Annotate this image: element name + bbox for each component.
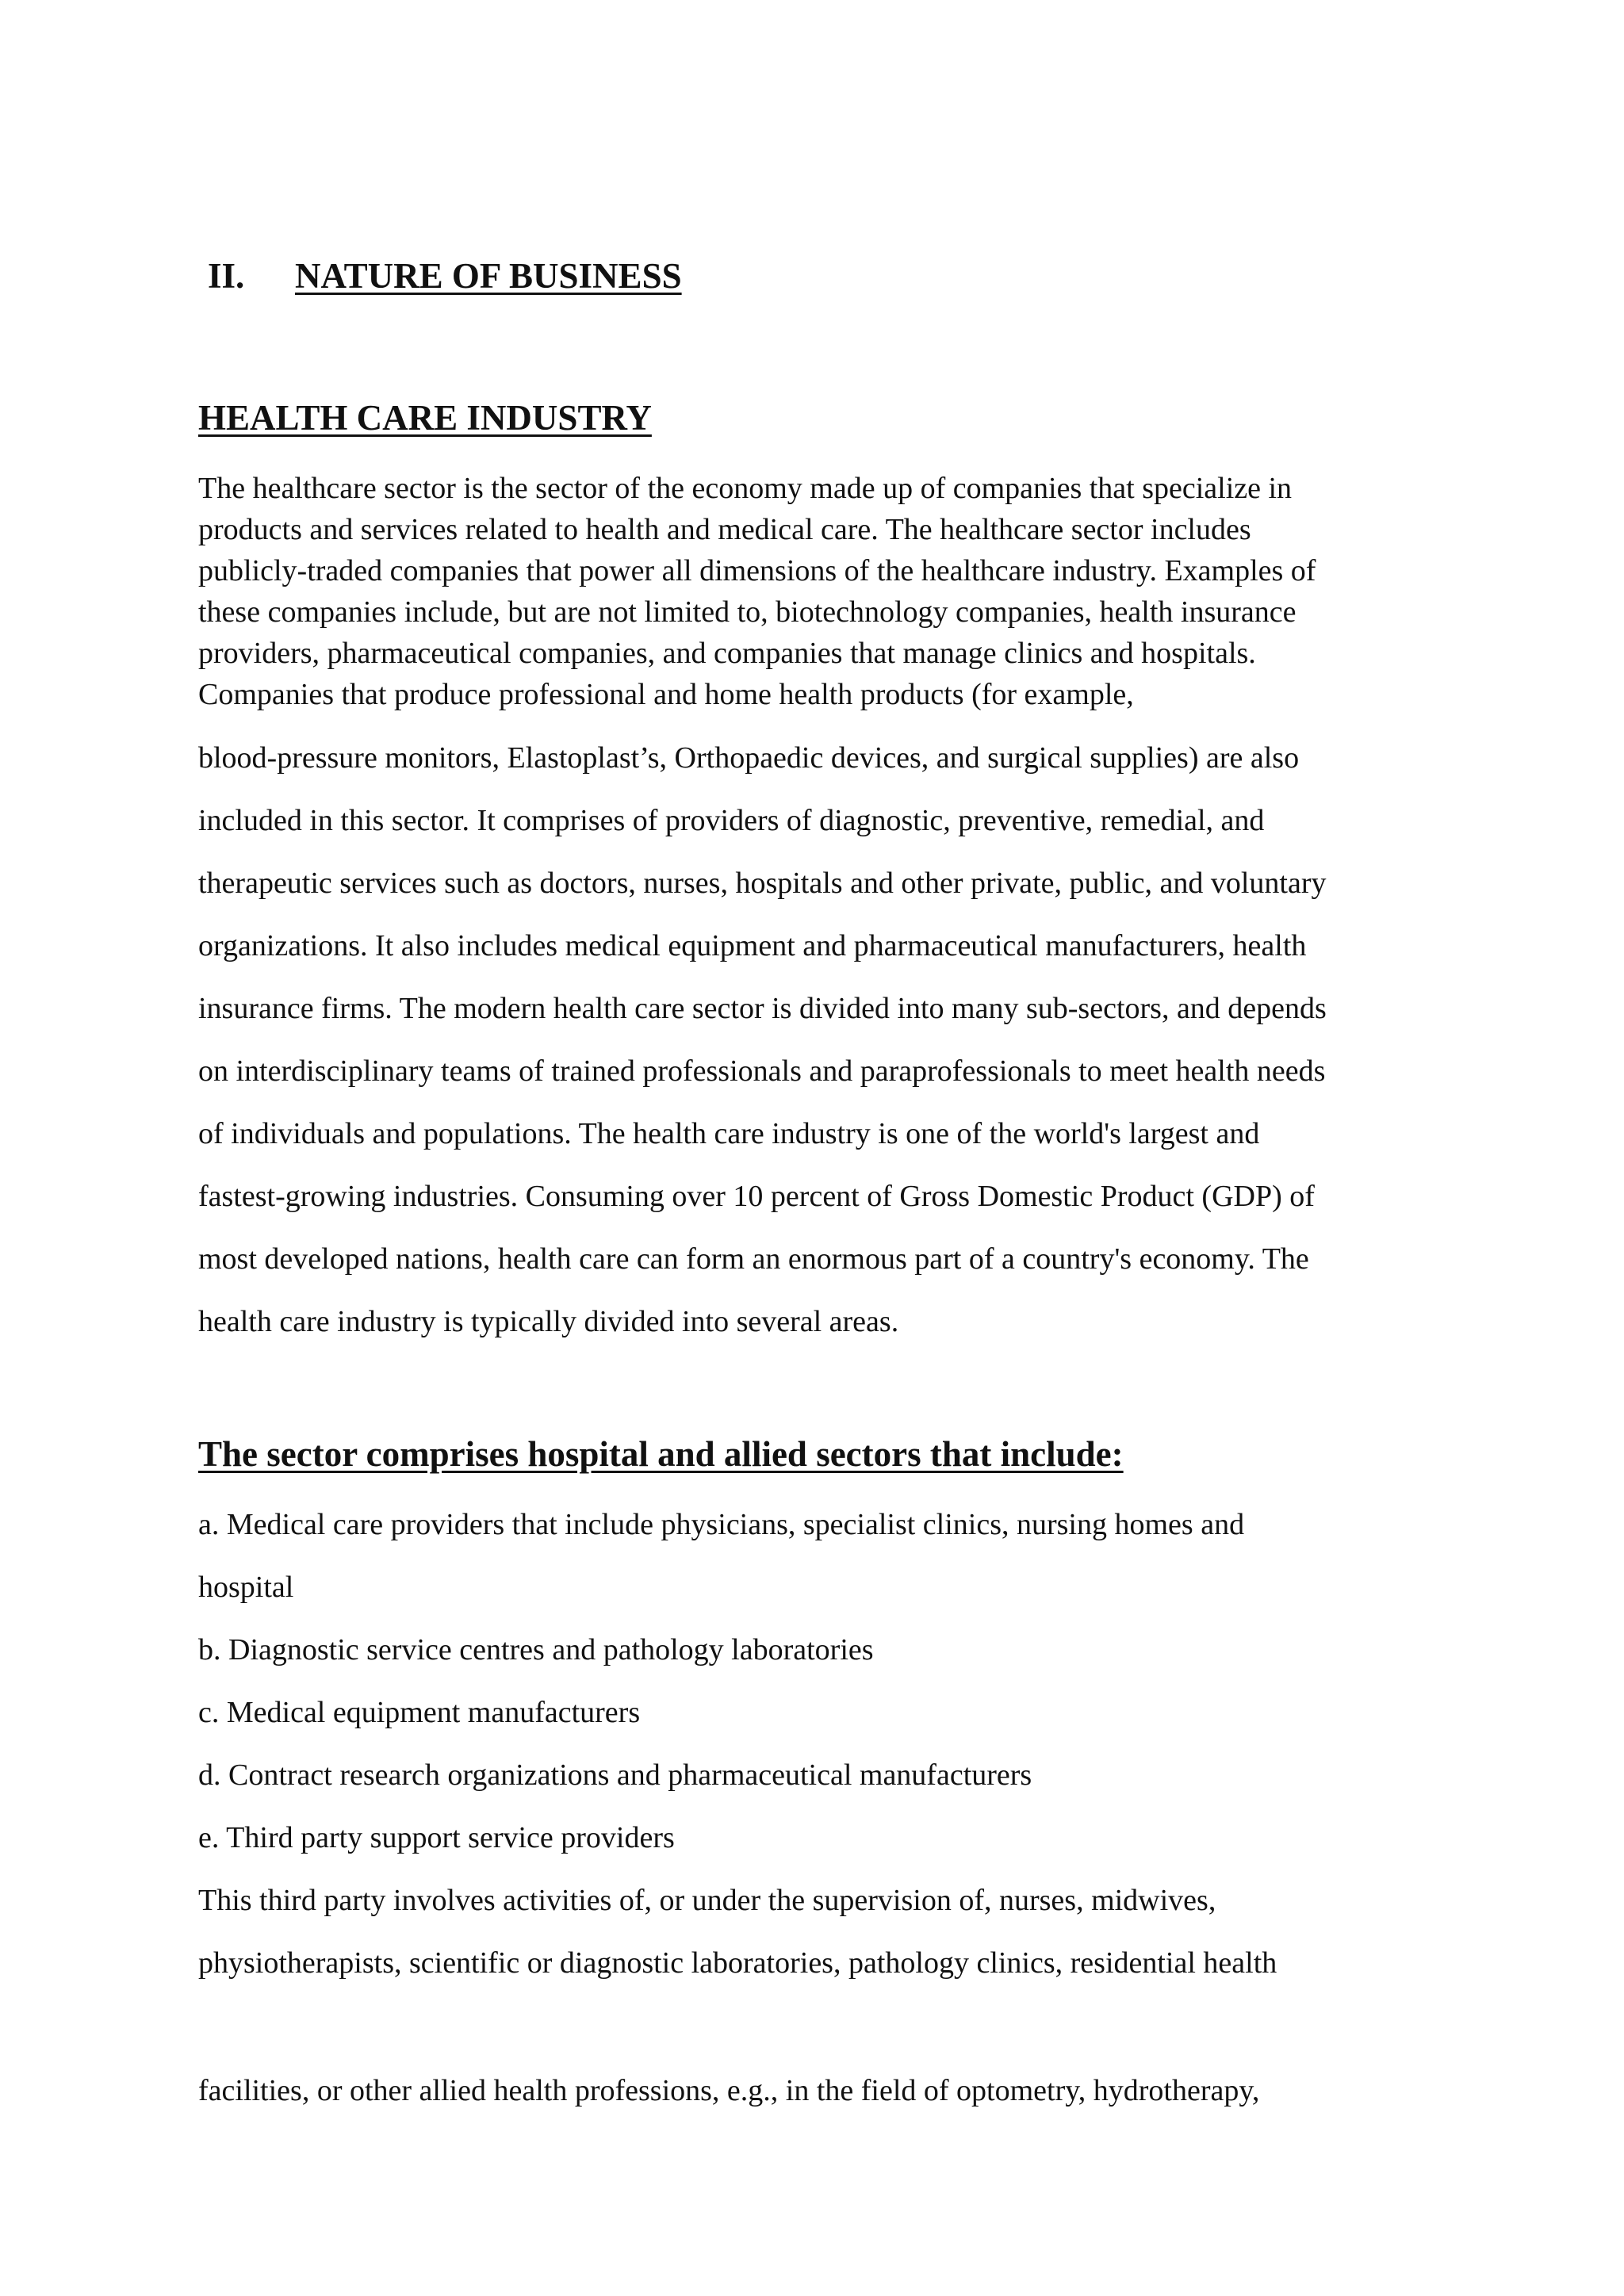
industry-paragraph-line: Companies that produce professional and home health products (for example,: [198, 678, 1134, 711]
industry-paragraph-line: products and services related to health and medical care. The healthcare sector includes: [198, 513, 1251, 546]
sector-paragraph-line: This third party involves activities of, or under the supervision of, nurses, midwives,: [198, 1884, 1216, 1917]
sector-paragraph-line: physiotherapists, scientific or diagnostic laboratories, pathology clinics, residential health: [198, 1946, 1277, 1980]
industry-paragraph-line: publicly-traded companies that power all dimensions of the healthcare industry. Examples of: [198, 554, 1316, 587]
industry-paragraph-line: included in this sector. It comprises of providers of diagnostic, preventive, remedial, and: [198, 804, 1265, 837]
section-title: NATURE OF BUSINESS: [295, 256, 682, 296]
industry-paragraph-line: providers, pharmaceutical companies, and companies that manage clinics and hospitals.: [198, 637, 1256, 670]
section-heading: [208, 258, 682, 294]
industry-paragraph-line: organizations. It also includes medical equipment and pharmaceutical manufacturers, health: [198, 929, 1307, 962]
sectors-heading: The sector comprises hospital and allied sectors that include:: [198, 1434, 1124, 1474]
industry-paragraph-line: these companies include, but are not limited to, biotechnology companies, health insurance: [198, 595, 1297, 629]
sector-list-item: d. Contract research organizations and pharmaceutical manufacturers: [198, 1758, 1032, 1792]
industry-heading: HEALTH CARE INDUSTRY: [198, 398, 652, 438]
industry-paragraph-line: on interdisciplinary teams of trained professionals and paraprofessionals to meet health needs: [198, 1054, 1326, 1088]
sector-list-item: b. Diagnostic service centres and pathology laboratories: [198, 1633, 874, 1667]
industry-paragraph-line: therapeutic services such as doctors, nurses, hospitals and other private, public, and voluntary: [198, 867, 1327, 900]
sector-list-item: e. Third party support service providers: [198, 1821, 675, 1854]
industry-paragraph-line: insurance firms. The modern health care sector is divided into many sub-sectors, and depends: [198, 992, 1327, 1025]
section-number: II.: [208, 256, 245, 296]
industry-paragraph-line: health care industry is typically divided into several areas.: [198, 1305, 899, 1338]
sector-list-item: c. Medical equipment manufacturers: [198, 1696, 641, 1729]
sector-paragraph-line: facilities, or other allied health professions, e.g., in the field of optometry, hydrotherapy,: [198, 2074, 1260, 2107]
industry-paragraph-line: of individuals and populations. The health care industry is one of the world's largest and: [198, 1117, 1260, 1150]
sector-list-item: hospital: [198, 1571, 294, 1604]
industry-paragraph-line: fastest-growing industries. Consuming over 10 percent of Gross Domestic Product (GDP) of: [198, 1180, 1315, 1213]
industry-paragraph-line: The healthcare sector is the sector of the economy made up of companies that specialize in: [198, 472, 1293, 505]
industry-paragraph-line: blood-pressure monitors, Elastoplast’s, Orthopaedic devices, and surgical supplies) are also: [198, 741, 1300, 775]
sector-list-item: a. Medical care providers that include physicians, specialist clinics, nursing homes and: [198, 1508, 1245, 1541]
industry-paragraph-line: most developed nations, health care can form an enormous part of a country's economy. The: [198, 1242, 1309, 1276]
